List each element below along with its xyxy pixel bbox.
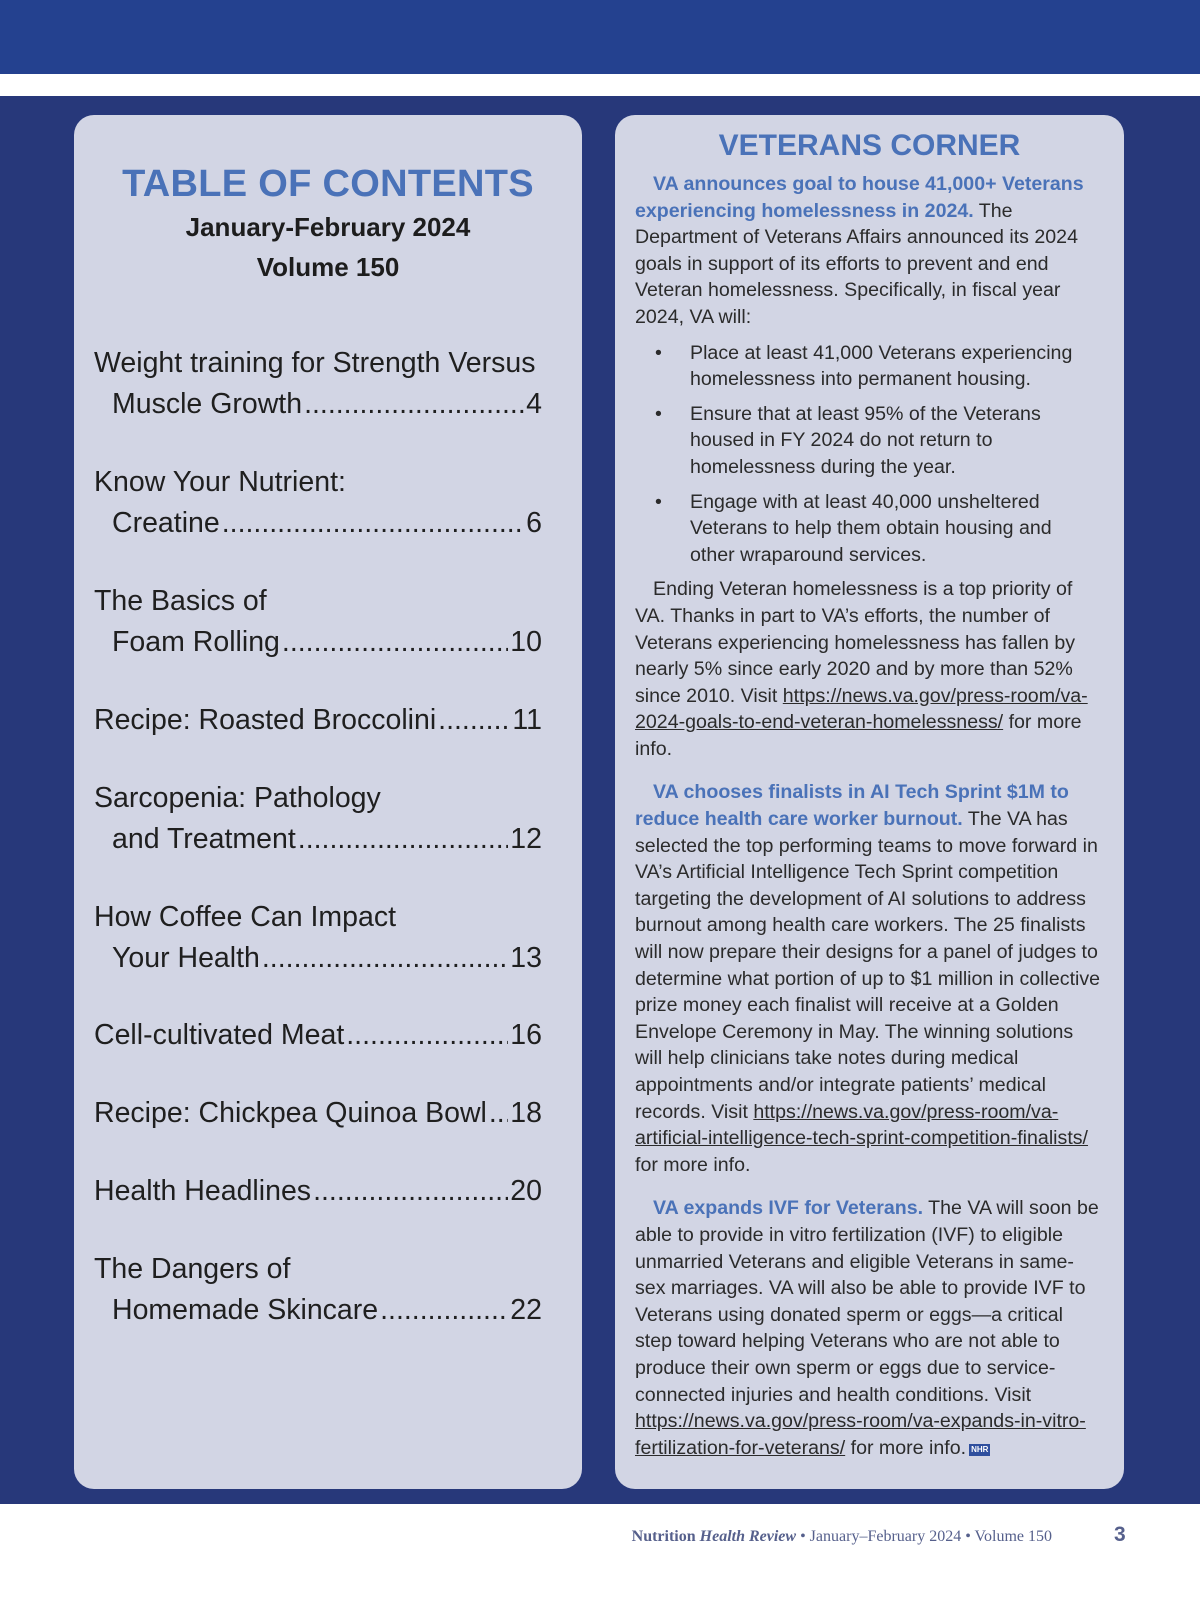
toc-entry-title: Recipe: Roasted Broccolini <box>94 704 437 736</box>
publication-name-italic: Health Review <box>699 1528 797 1545</box>
toc-volume: Volume 150 <box>256 252 400 282</box>
toc-page-number: 16 <box>510 1019 542 1051</box>
article-ai-tech-sprint <box>635 779 1101 1178</box>
toc-leader-dots <box>313 1171 508 1212</box>
veterans-corner-panel <box>615 115 1124 1489</box>
toc-entry-title-cont: Your Health <box>112 942 260 974</box>
toc-issue-date: January-February 2024 <box>185 212 471 242</box>
list-item: • Engage with at least 40,000 unsheltered Veterans to help them obtain housing and other wraparound services. <box>635 489 1101 569</box>
toc-page-number: 12 <box>510 823 542 855</box>
homelessness-goals-link[interactable]: https://news.va.gov/press-room/va-2024-goals-to-end-veteran-homelessness/ <box>635 684 1088 734</box>
toc-entry-title: Sarcopenia: Pathology <box>94 782 381 814</box>
toc-entry-title: The Basics of <box>94 585 267 617</box>
toc-leader-dots <box>489 1093 508 1134</box>
toc-entry-creatine[interactable] <box>94 462 562 544</box>
article-text: for more info. <box>635 711 1082 760</box>
toc-leader-dots <box>380 1290 508 1331</box>
toc-page-number: 6 <box>526 507 542 539</box>
veterans-corner-body <box>635 171 1101 1461</box>
toc-title: TABLE OF CONTENTS <box>122 163 534 205</box>
toc-leader-dots <box>298 819 509 860</box>
toc-leader-dots <box>222 503 524 544</box>
toc-page-number: 4 <box>526 388 542 420</box>
toc-entry-title-cont: Foam Rolling <box>112 626 280 658</box>
toc-page-number: 20 <box>510 1175 542 1207</box>
toc-entry-chickpea-quinoa-bowl[interactable] <box>94 1093 562 1134</box>
toc-page-number: 18 <box>510 1097 542 1129</box>
toc-leader-dots <box>304 384 524 425</box>
toc-entry-title: Cell-cultivated Meat <box>94 1019 345 1051</box>
toc-page-number: 10 <box>510 626 542 658</box>
article-ivf-expansion <box>635 1195 1101 1461</box>
article-homelessness-details <box>635 576 1101 762</box>
toc-leader-dots <box>282 622 508 663</box>
toc-entry-coffee[interactable] <box>94 897 562 979</box>
toc-entry-title: Weight training for Strength Versus <box>94 347 536 379</box>
toc-entry-title: How Coffee Can Impact <box>94 901 397 933</box>
toc-page-number: 11 <box>512 704 542 736</box>
toc-entry-title-cont: Muscle Growth <box>112 388 303 420</box>
article-headline: VA expands IVF for Veterans. <box>653 1197 924 1220</box>
ai-tech-sprint-link[interactable]: https://news.va.gov/press-room/va-artificial-intelligence-tech-sprint-competition-finalists/ <box>635 1100 1089 1150</box>
article-text: Ending Veteran homelessness is a top priority of VA. Thanks in part to VA’s efforts, the number of Veterans experiencing homelessness has fallen by nearly 5% since early 2020 and by more than 52% since 2010. Visit <box>635 578 1076 707</box>
toc-entry-title: Recipe: Chickpea Quinoa Bowl <box>94 1097 487 1129</box>
ivf-expansion-link[interactable]: https://news.va.gov/press-room/va-expands-in-vitro-fertilization-for-veterans/ <box>635 1410 1086 1459</box>
publication-name: Nutrition <box>631 1528 696 1545</box>
toc-entry-homemade-skincare[interactable] <box>94 1249 562 1331</box>
toc-entry-title: Health Headlines <box>94 1175 312 1207</box>
toc-entry-sarcopenia[interactable] <box>94 778 562 860</box>
homelessness-goals-list <box>635 340 1101 569</box>
toc-entry-title-cont: Homemade Skincare <box>112 1294 379 1326</box>
toc-entry-title-cont: Creatine <box>112 507 220 539</box>
article-text: for more info. <box>850 1436 967 1459</box>
article-text: The VA has selected the top performing teams to move forward in VA’s Artificial Intelligence Tech Sprint competition targeting the development of AI solutions to address burnout among health care workers. The 25 finalists will now prepare their designs for a panel of judges to determine what portion of up to $1 million in collective prize money each finalist will receive at a Golden Envelope Ceremony in May. The winning solutions will help clinicians take notes during medical appointments and/or integrate patients’ medical records. Visit <box>635 808 1101 1123</box>
toc-entry-foam-rolling[interactable] <box>94 581 562 663</box>
toc-leader-dots <box>346 1015 508 1056</box>
toc-leader-dots <box>262 938 508 979</box>
toc-entry-weight-training[interactable] <box>94 343 562 425</box>
article-text: The VA will soon be able to provide in vitro fertilization (IVF) to eligible unmarried Veterans and eligible Veterans in same-sex marriages. VA will also be able to provide IVF to Veterans using donated sperm or eggs—a critical step toward helping Veterans who are not able to produce their own sperm or eggs due to service-connected injuries and health conditions. Visit <box>635 1197 1099 1406</box>
issue-info: • January–February 2024 • Volume 150 <box>796 1528 1052 1545</box>
article-text: for more info. <box>635 1153 751 1176</box>
toc-entry-roasted-broccolini[interactable] <box>94 700 562 741</box>
top-color-band <box>0 0 1200 74</box>
article-headline: VA announces goal to house 41,000+ Veterans experiencing homelessness in 2024. <box>635 173 1084 222</box>
toc-entry-cell-cultivated-meat[interactable] <box>94 1015 562 1056</box>
page-number: 3 <box>1114 1523 1126 1546</box>
toc-entry-title: Know Your Nutrient: <box>94 466 346 498</box>
article-homelessness-intro <box>635 171 1101 331</box>
veterans-corner-title: VETERANS CORNER <box>718 129 1021 162</box>
toc-page-number: 22 <box>510 1294 542 1326</box>
toc-entry-health-headlines[interactable] <box>94 1171 562 1212</box>
toc-page-number: 13 <box>510 942 542 974</box>
list-item: • Ensure that at least 95% of the Veterans housed in FY 2024 do not return to homelessness during the year. <box>635 401 1101 481</box>
article-headline: VA chooses finalists in AI Tech Sprint $1M to reduce health care worker burnout. <box>635 781 1069 831</box>
page-footer <box>0 1528 1052 1546</box>
list-item: • Place at least 41,000 Veterans experiencing homelessness into permanent housing. <box>635 340 1101 393</box>
toc-entry-title-cont: and Treatment <box>112 823 296 855</box>
nhr-end-mark-icon: NHR <box>971 1444 989 1454</box>
toc-entry-title: The Dangers of <box>94 1253 291 1285</box>
article-text: The Department of Veterans Affairs announced its 2024 goals in support of its efforts to prevent and end Veteran homelessness. Specifically, in fiscal year 2024, VA will: <box>635 199 1078 328</box>
table-of-contents-panel <box>74 115 582 1489</box>
toc-leader-dots <box>438 700 510 741</box>
